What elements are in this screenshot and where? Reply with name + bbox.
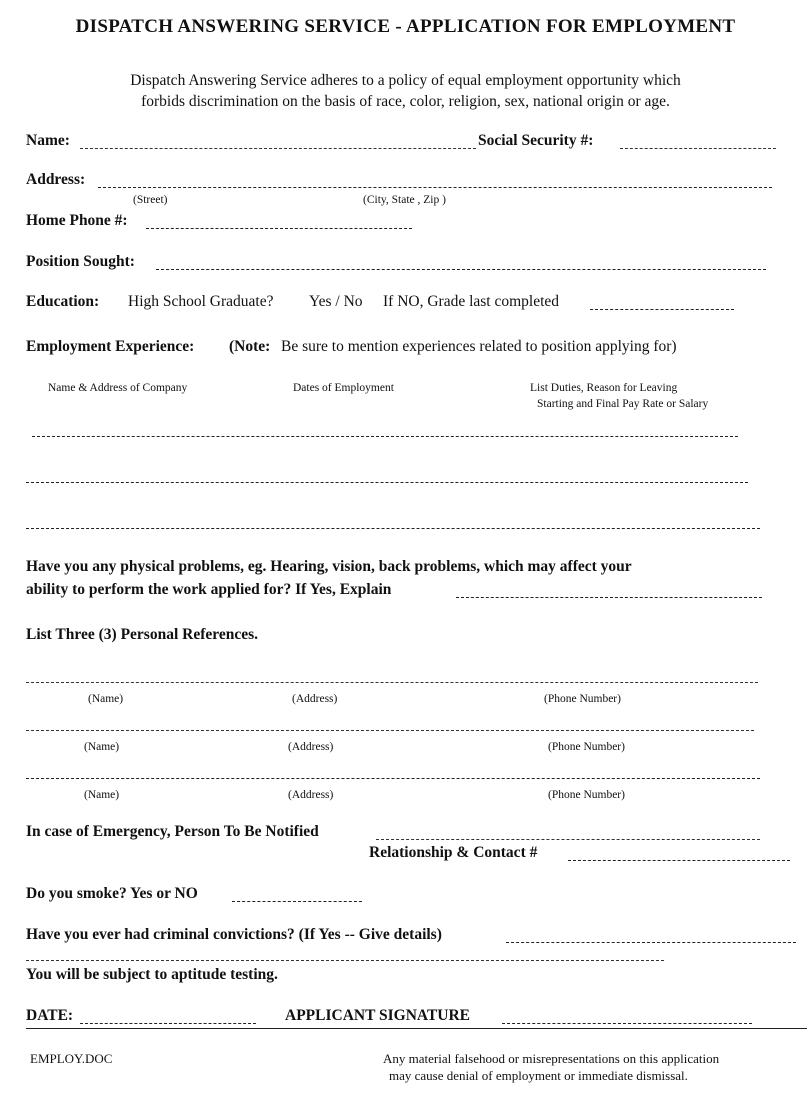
physical-explain-field[interactable]: [456, 597, 762, 598]
address-hint-street: (Street): [133, 194, 168, 206]
col-duties-1: List Duties, Reason for Leaving: [530, 382, 678, 394]
smoke-label: Do you smoke? Yes or NO: [26, 885, 198, 902]
employment-line-3[interactable]: [26, 528, 760, 529]
employment-note-label: (Note:: [229, 338, 271, 355]
education-options[interactable]: Yes / No: [309, 293, 363, 310]
employment-line-2[interactable]: [26, 482, 748, 483]
reference-3-field[interactable]: [26, 778, 760, 779]
date-field[interactable]: [80, 1023, 256, 1024]
reference-2-phone-hint: (Phone Number): [548, 741, 625, 753]
emergency-field[interactable]: [376, 839, 760, 840]
signature-label: APPLICANT SIGNATURE: [285, 1007, 471, 1024]
smoke-field[interactable]: [232, 901, 362, 902]
reference-1-address-hint: (Address): [292, 693, 338, 705]
grade-field[interactable]: [590, 309, 734, 310]
col-dates: Dates of Employment: [293, 382, 394, 394]
address-label: Address:: [26, 171, 86, 188]
education-label: Education:: [26, 293, 100, 310]
home-phone-label: Home Phone #:: [26, 212, 128, 229]
position-label: Position Sought:: [26, 253, 135, 270]
criminal-label: Have you ever had criminal convictions? (If Yes -- Give details): [26, 926, 442, 943]
date-label: DATE:: [26, 1007, 74, 1024]
emergency-label: In case of Emergency, Person To Be Notified: [26, 823, 319, 840]
footer-doc-name: EMPLOY.DOC: [30, 1051, 113, 1066]
physical-question-2: ability to perform the work applied for? If Yes, Explain: [26, 581, 392, 598]
name-field[interactable]: [80, 148, 476, 149]
criminal-field[interactable]: [506, 942, 796, 943]
aptitude-notice: You will be subject to aptitude testing.: [26, 966, 278, 983]
address-field[interactable]: [98, 187, 772, 188]
references-label: List Three (3) Personal References.: [26, 626, 259, 643]
reference-1-phone-hint: (Phone Number): [544, 693, 621, 705]
ssn-label: Social Security #:: [478, 132, 594, 149]
education-question: High School Graduate?: [128, 293, 274, 310]
home-phone-field[interactable]: [146, 228, 412, 229]
policy-line-1: Dispatch Answering Service adheres to a policy of equal employment opportunity which: [130, 72, 681, 89]
form-title: DISPATCH ANSWERING SERVICE - APPLICATION FOR EMPLOYMENT: [75, 16, 736, 37]
footer-disclaimer-2: may cause denial of employment or immediate dismissal.: [389, 1068, 688, 1083]
col-company: Name & Address of Company: [48, 382, 188, 394]
education-if-no: If NO, Grade last completed: [383, 293, 560, 310]
ssn-field[interactable]: [620, 148, 776, 149]
reference-3-address-hint: (Address): [288, 789, 334, 801]
reference-2-field[interactable]: [26, 730, 754, 731]
reference-1-field[interactable]: [26, 682, 758, 683]
employment-line-1[interactable]: [32, 436, 738, 437]
relationship-label: Relationship & Contact #: [369, 844, 538, 861]
footer-disclaimer-1: Any material falsehood or misrepresentations on this application: [383, 1051, 720, 1066]
reference-3-name-hint: (Name): [84, 789, 120, 801]
signature-field[interactable]: [502, 1023, 752, 1024]
reference-2-address-hint: (Address): [288, 741, 334, 753]
policy-line-2: forbids discrimination on the basis of race, color, religion, sex, national origin or age.: [141, 93, 670, 110]
footer-divider: [26, 1028, 807, 1029]
position-field[interactable]: [156, 269, 766, 270]
name-label: Name:: [26, 132, 70, 149]
criminal-details-field[interactable]: [26, 960, 664, 961]
address-hint-city: (City, State , Zip ): [363, 194, 446, 206]
employment-note-text: Be sure to mention experiences related to position applying for): [281, 338, 677, 355]
relationship-field[interactable]: [568, 860, 790, 861]
col-duties-2: Starting and Final Pay Rate or Salary: [537, 398, 709, 410]
reference-1-name-hint: (Name): [88, 693, 124, 705]
reference-2-name-hint: (Name): [84, 741, 120, 753]
reference-3-phone-hint: (Phone Number): [548, 789, 625, 801]
physical-question-1: Have you any physical problems, eg. Hearing, vision, back problems, which may affect your: [26, 558, 632, 575]
employment-label: Employment Experience:: [26, 338, 195, 355]
